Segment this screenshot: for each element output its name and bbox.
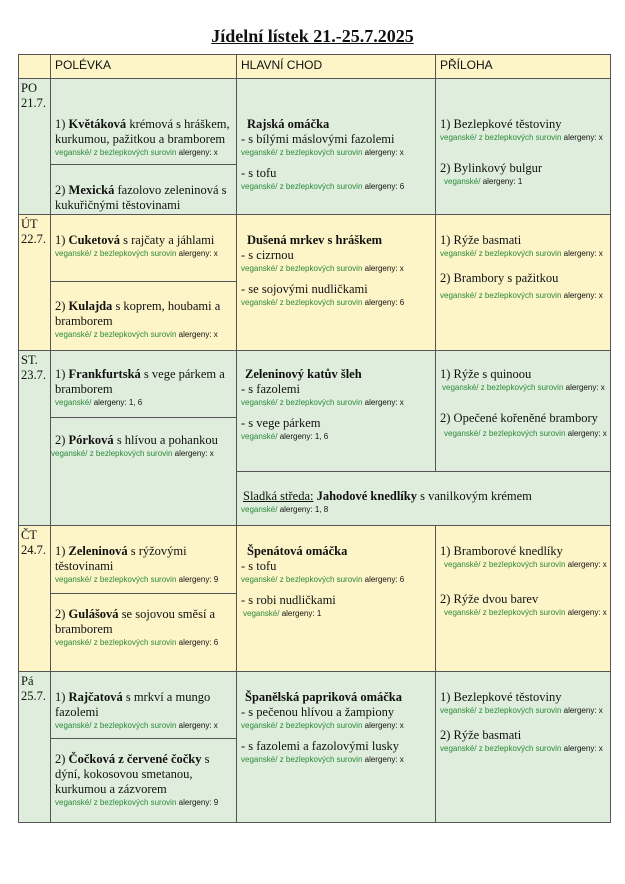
header-side: PŘÍLOHA: [436, 55, 611, 79]
side-cell: [436, 215, 611, 351]
side-2: 2) Rýže basmati veganské/ z bezlepkových surovin alergeny: x: [440, 728, 603, 753]
soup-1: 1) Cuketová s rajčaty a jáhlami veganské/ z bezlepkových surovin alergeny: x: [55, 233, 218, 258]
main-dish: Zeleninový katův šleh - s fazolemi veganské/ z bezlepkových surovin alergeny: x - s vege párkem veganské/ alergeny: 1, 6: [241, 367, 404, 441]
soup-2: 2) Pórková s hlívou a pohankou veganské/ z bezlepkových surovin alergeny: x: [51, 433, 218, 458]
side-2: 2) Rýže dvou barev veganské/ z bezlepkových surovin alergeny: x: [440, 592, 607, 617]
page-title: Jídelní lístek 21.-25.7.2025: [211, 26, 414, 46]
day-row-tuesday: [19, 215, 611, 351]
soup-cell: [51, 79, 237, 215]
soup-1: 1) Květáková krémová s hráškem, kurkumou, pažitkou a bramborem veganské/ z bezlepkových surovin alergeny: x: [55, 117, 230, 157]
day-cell: [19, 79, 51, 215]
soup-cell: [51, 672, 237, 823]
header-day: [19, 55, 51, 79]
main-dish: Španělská papriková omáčka - s pečenou hlívou a žampiony veganské/ z bezlepkových surovin alergeny: x - s fazolemi a fazolovými lusky veganské/ z bezlepkových surovin alergeny: x: [241, 690, 404, 764]
day-row-thursday: [19, 526, 611, 672]
day-date: 25.7.: [21, 689, 46, 703]
day-name: Pá: [21, 674, 34, 688]
side-cell: [436, 672, 611, 823]
day-date: 21.7.: [21, 96, 46, 110]
side-1: 1) Bramborové knedlíky veganské/ z bezlepkových surovin alergeny: x: [440, 544, 607, 569]
day-name: ČT: [21, 528, 37, 542]
main-dish: Špenátová omáčka - s tofu veganské/ z bezlepkových surovin alergeny: 6 - s robi nudličkami veganské/ alergeny: 1: [241, 544, 405, 618]
side-2: 2) Opečené kořeněné brambory veganské/ z bezlepkových surovin alergeny: x: [440, 411, 607, 438]
soup-cell: [51, 526, 237, 672]
soup-2: 2) Kulajda s koprem, houbami a bramborem veganské/ z bezlepkových surovin alergeny: x: [55, 299, 221, 339]
day-row-monday: [19, 79, 611, 215]
soup-cell: [51, 215, 237, 351]
side-1: 1) Rýže s quinoou veganské/ z bezlepkových surovin alergeny: x: [440, 367, 605, 392]
soup-cell: [51, 351, 237, 526]
main-dish: Rajská omáčka - s bílými máslovými fazolemi veganské/ z bezlepkových surovin alergeny: x - s tofu veganské/ z bezlepkových surovin alergeny: 6: [241, 117, 405, 191]
day-name: PO: [21, 81, 37, 95]
side-cell: [436, 526, 611, 672]
day-date: 24.7.: [21, 543, 46, 557]
side-1: 1) Bezlepkové těstoviny veganské/ z bezlepkových surovin alergeny: x: [440, 690, 603, 715]
soup-1: 1) Rajčatová s mrkví a mungo fazolemi veganské/ z bezlepkových surovin alergeny: x: [55, 690, 218, 730]
side-1: 1) Rýže basmati veganské/ z bezlepkových surovin alergeny: x: [440, 233, 603, 258]
header-soup: POLÉVKA: [51, 55, 237, 79]
day-name: ÚT: [21, 217, 38, 231]
day-cell: [19, 215, 51, 351]
day-cell: [19, 351, 51, 526]
header-main: HLAVNÍ CHOD: [237, 55, 436, 79]
day-date: 22.7.: [21, 232, 46, 246]
main-cell: [237, 672, 436, 823]
day-cell: [19, 526, 51, 672]
side-2: 2) Brambory s pažitkou veganské/ z bezlepkových surovin alergeny: x: [440, 271, 603, 300]
side-cell: [436, 79, 611, 215]
main-cell: [237, 215, 436, 351]
day-date: 23.7.: [21, 368, 46, 382]
soup-2: 2) Gulášová se sojovou směsí a bramborem veganské/ z bezlepkových surovin alergeny: 6: [55, 607, 219, 647]
main-cell: [237, 79, 436, 215]
main-side-cell: [237, 351, 611, 526]
main-dish: Dušená mrkev s hráškem - s cizrnou veganské/ z bezlepkových surovin alergeny: x - se sojovými nudličkami veganské/ z bezlepkových surovin alergeny: 6: [241, 233, 405, 307]
main-cell: [237, 526, 436, 672]
day-cell: [19, 672, 51, 823]
header-row: [19, 55, 611, 79]
soup-2: 2) Čočková z červené čočky s dýní, kokosovou smetanou, kurkumou a zázvorem veganské/ z bezlepkových surovin alergeny: 9: [55, 752, 219, 807]
side-2: 2) Bylinkový bulgur veganské/ alergeny: 1: [440, 161, 543, 186]
day-row-wednesday: [19, 351, 611, 526]
day-name: ST.: [21, 353, 38, 367]
menu-table: [18, 54, 611, 823]
sweet-wednesday: Sladká středa: Jahodové knedlíky s vanilkovým krémem veganské/ alergeny: 1, 8: [241, 489, 532, 514]
day-row-friday: [19, 672, 611, 823]
soup-1: 1) Zeleninová s rýžovými těstovinami veganské/ z bezlepkových surovin alergeny: 9: [55, 544, 219, 584]
soup-2: 2) Mexická fazolovo zeleninová s kukuřičnými těstovinami: [55, 183, 227, 212]
soup-1: 1) Frankfurtská s vege párkem a bramborem veganské/ alergeny: 1, 6: [55, 367, 225, 407]
side-1: 1) Bezlepkové těstoviny veganské/ z bezlepkových surovin alergeny: x: [440, 117, 603, 142]
